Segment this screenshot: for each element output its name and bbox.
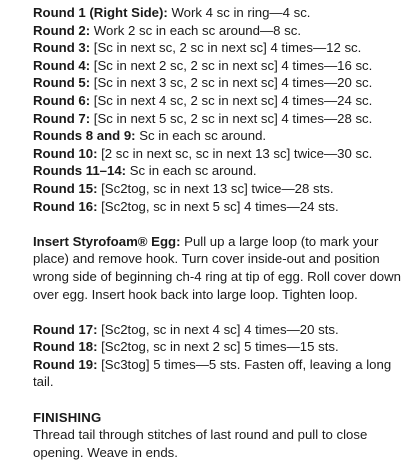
round-label: Round 4: [33, 57, 91, 73]
round-text: [Sc in next 4 sc, 2 sc in next sc] 4 times—24 sc. [90, 92, 373, 108]
round-line [33, 127, 410, 145]
spacer [33, 303, 410, 321]
round-label: Round 19: [33, 356, 98, 372]
rounds-section-2 [33, 321, 410, 391]
round-label: Round 15: [33, 180, 98, 196]
round-text: [Sc in next 3 sc, 2 sc in next sc] 4 times—20 sc. [90, 75, 373, 91]
spacer [33, 215, 410, 233]
round-text: [Sc in next 5 sc, 2 sc in next sc] 4 times—28 sc. [90, 110, 373, 126]
round-line [33, 338, 410, 356]
insert-egg-paragraph [33, 233, 410, 303]
round-label: Round 18: [33, 339, 98, 355]
round-text: Work 2 sc in each sc around—8 sc. [90, 22, 301, 38]
round-label: Round 5: [33, 75, 91, 91]
round-label: Round 2: [33, 22, 91, 38]
round-text: Sc in each sc around. [135, 128, 267, 144]
round-label: Round 16: [33, 198, 98, 214]
insert-egg-text: Pull up a large loop (to mark your place) and remove hook. Turn cover inside-out and position wrong side of beginning ch-4 ring at tip of egg. Roll cover down over egg. Insert hook back into large loop. Tighten loop. [33, 233, 402, 302]
round-line [33, 162, 410, 180]
round-text: Sc in each sc around. [126, 163, 257, 179]
round-line [33, 321, 410, 339]
round-label: Rounds 11–14: [33, 163, 127, 179]
finishing-heading: FINISHING [33, 409, 102, 425]
round-line [33, 39, 410, 57]
round-line [33, 356, 410, 391]
insert-egg-label: Insert Styrofoam® Egg: [33, 233, 181, 249]
round-text: [Sc2tog, sc in next 13 sc] twice—28 sts. [97, 180, 334, 196]
rounds-section-1 [33, 4, 410, 215]
finishing-text: Thread tail through stitches of last round and pull to close opening. Weave in ends. [33, 427, 368, 460]
round-text: [Sc2tog, sc in next 2 sc] 5 times—15 sts. [97, 339, 339, 355]
round-line [33, 110, 410, 128]
round-label: Round 1 (Right Side): [33, 5, 168, 20]
round-line [33, 22, 410, 40]
round-line [33, 92, 410, 110]
round-label: Round 7: [33, 110, 91, 126]
round-line [33, 198, 410, 216]
round-text: [Sc2tog, sc in next 4 sc] 4 times—20 sts. [97, 321, 339, 337]
round-text: [Sc2tog, sc in next 5 sc] 4 times—24 sts. [97, 198, 339, 214]
round-label: Round 10: [33, 145, 98, 161]
round-line [33, 74, 410, 92]
round-label: Round 6: [33, 92, 91, 108]
round-text: [Sc3tog] 5 times—5 sts. Fasten off, leaving a long tail. [33, 356, 392, 390]
round-text: [Sc in next 2 sc, 2 sc in next sc] 4 times—16 sc. [90, 57, 373, 73]
round-label: Round 3: [33, 40, 91, 56]
round-line [33, 145, 410, 163]
round-text: [Sc in next sc, 2 sc in next sc] 4 times—12 sc. [90, 40, 362, 56]
round-line [33, 180, 410, 198]
round-label: Round 17: [33, 321, 98, 337]
round-label: Rounds 8 and 9: [33, 128, 136, 144]
round-line [33, 4, 410, 22]
round-text: [2 sc in next sc, sc in next 13 sc] twice—30 sc. [97, 145, 373, 161]
round-text: Work 4 sc in ring—4 sc. [167, 5, 311, 20]
spacer [33, 391, 410, 409]
round-line [33, 57, 410, 75]
